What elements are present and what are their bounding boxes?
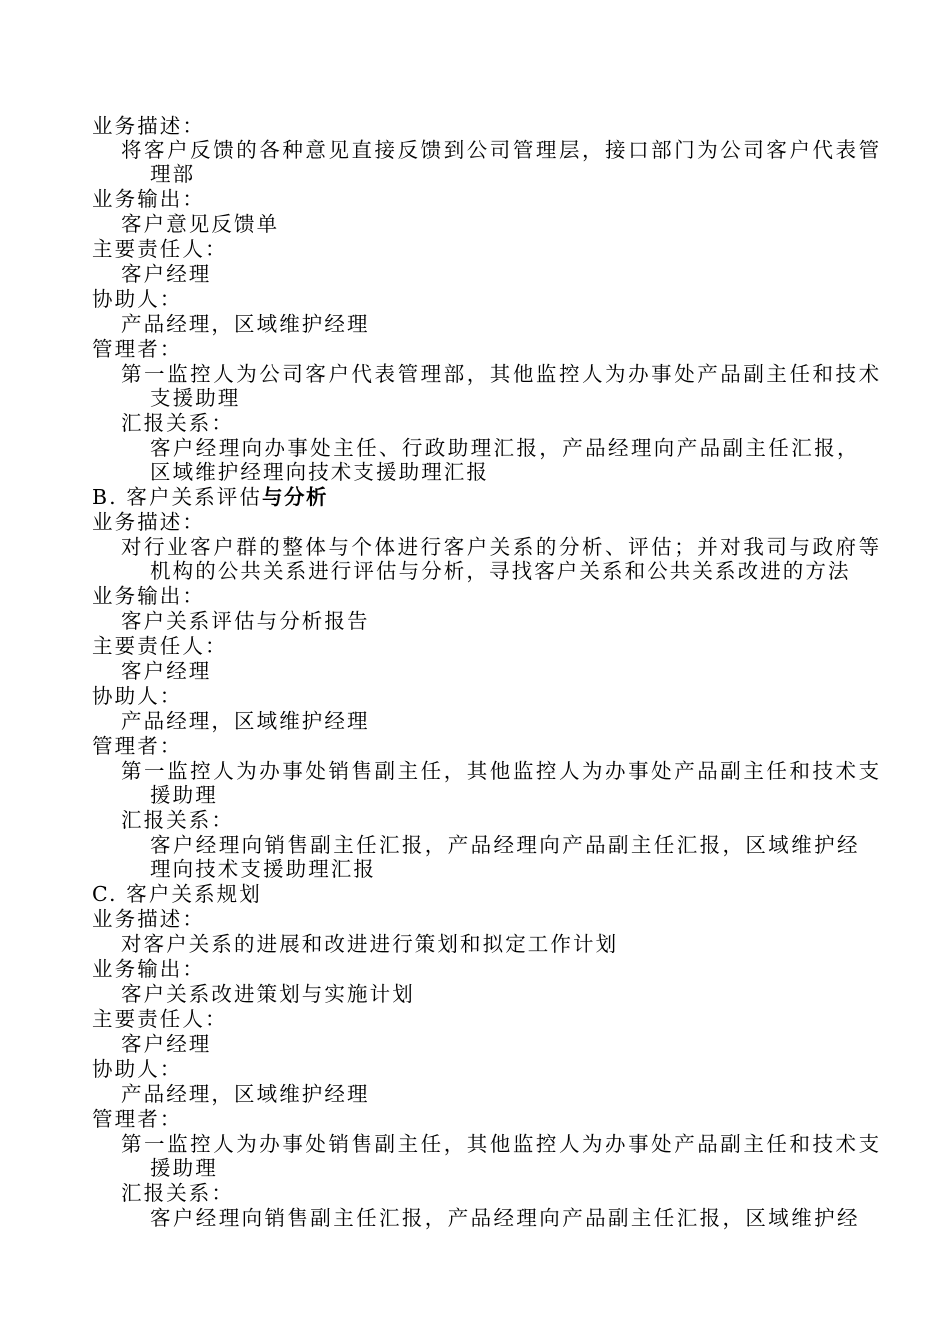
a-assist-label: 协助人： [92, 287, 183, 311]
c-assist-label: 协助人： [92, 1057, 183, 1081]
a-report-line1: 客户经理向办事处主任、行政助理汇报，产品经理向产品副主任汇报， [150, 436, 860, 460]
b-output-value: 客户关系评估与分析报告 [121, 609, 370, 633]
c-report-line1: 客户经理向销售副主任汇报，产品经理向产品副主任汇报，区域维护经 [150, 1206, 860, 1230]
a-manager-line2: 支援助理 [150, 386, 241, 410]
b-manager-label: 管理者： [92, 734, 183, 758]
a-desc-line2: 理部 [150, 162, 196, 186]
a-manager-line1: 第一监控人为公司客户代表管理部，其他监控人为办事处产品副主任和技术 [121, 362, 882, 386]
section-b-heading-text: B. 客户关系评估 [92, 485, 262, 509]
c-manager-line2: 援助理 [150, 1156, 218, 1180]
b-assist-value: 产品经理，区域维护经理 [121, 709, 370, 733]
a-owner-value: 客户经理 [121, 262, 212, 286]
a-owner-label: 主要责任人： [92, 237, 228, 261]
c-manager-label: 管理者： [92, 1107, 183, 1131]
c-assist-value: 产品经理，区域维护经理 [121, 1082, 370, 1106]
b-report-label: 汇报关系： [121, 808, 234, 832]
c-owner-label: 主要责任人： [92, 1007, 228, 1031]
c-output-label: 业务输出： [92, 957, 205, 981]
a-desc-line1: 将客户反馈的各种意见直接反馈到公司管理层，接口部门为公司客户代表管 [121, 138, 882, 162]
a-report-line2: 区域维护经理向技术支援助理汇报 [150, 460, 489, 484]
b-desc-label: 业务描述： [92, 510, 205, 534]
a-report-label: 汇报关系： [121, 411, 234, 435]
c-report-label: 汇报关系： [121, 1181, 234, 1205]
c-output-value: 客户关系改进策划与实施计划 [121, 982, 415, 1006]
b-assist-label: 协助人： [92, 684, 183, 708]
b-report-line1: 客户经理向销售副主任汇报，产品经理向产品副主任汇报，区域维护经 [150, 833, 860, 857]
b-desc-line2: 机构的公共关系进行评估与分析，寻找客户关系和公共关系改进的方法 [150, 559, 851, 583]
b-desc-line1: 对行业客户群的整体与个体进行客户关系的分析、评估；并对我司与政府等 [121, 535, 882, 559]
b-report-line2: 理向技术支援助理汇报 [150, 857, 376, 881]
section-b-heading-bold: 与分析 [262, 485, 328, 509]
a-output-value: 客户意见反馈单 [121, 212, 280, 236]
section-b-heading [92, 485, 328, 509]
b-manager-line1: 第一监控人为办事处销售副主任，其他监控人为办事处产品副主任和技术支 [121, 759, 882, 783]
b-owner-value: 客户经理 [121, 659, 212, 683]
c-desc-label: 业务描述： [92, 907, 205, 931]
section-c-heading: C. 客户关系规划 [92, 882, 262, 906]
b-manager-line2: 援助理 [150, 783, 218, 807]
a-output-label: 业务输出： [92, 187, 205, 211]
b-owner-label: 主要责任人： [92, 634, 228, 658]
b-output-label: 业务输出： [92, 584, 205, 608]
a-assist-value: 产品经理，区域维护经理 [121, 312, 370, 336]
c-owner-value: 客户经理 [121, 1032, 212, 1056]
c-manager-line1: 第一监控人为办事处销售副主任，其他监控人为办事处产品副主任和技术支 [121, 1132, 882, 1156]
c-desc-line1: 对客户关系的进展和改进进行策划和拟定工作计划 [121, 932, 619, 956]
a-manager-label: 管理者： [92, 337, 183, 361]
a-desc-label: 业务描述： [92, 114, 205, 138]
